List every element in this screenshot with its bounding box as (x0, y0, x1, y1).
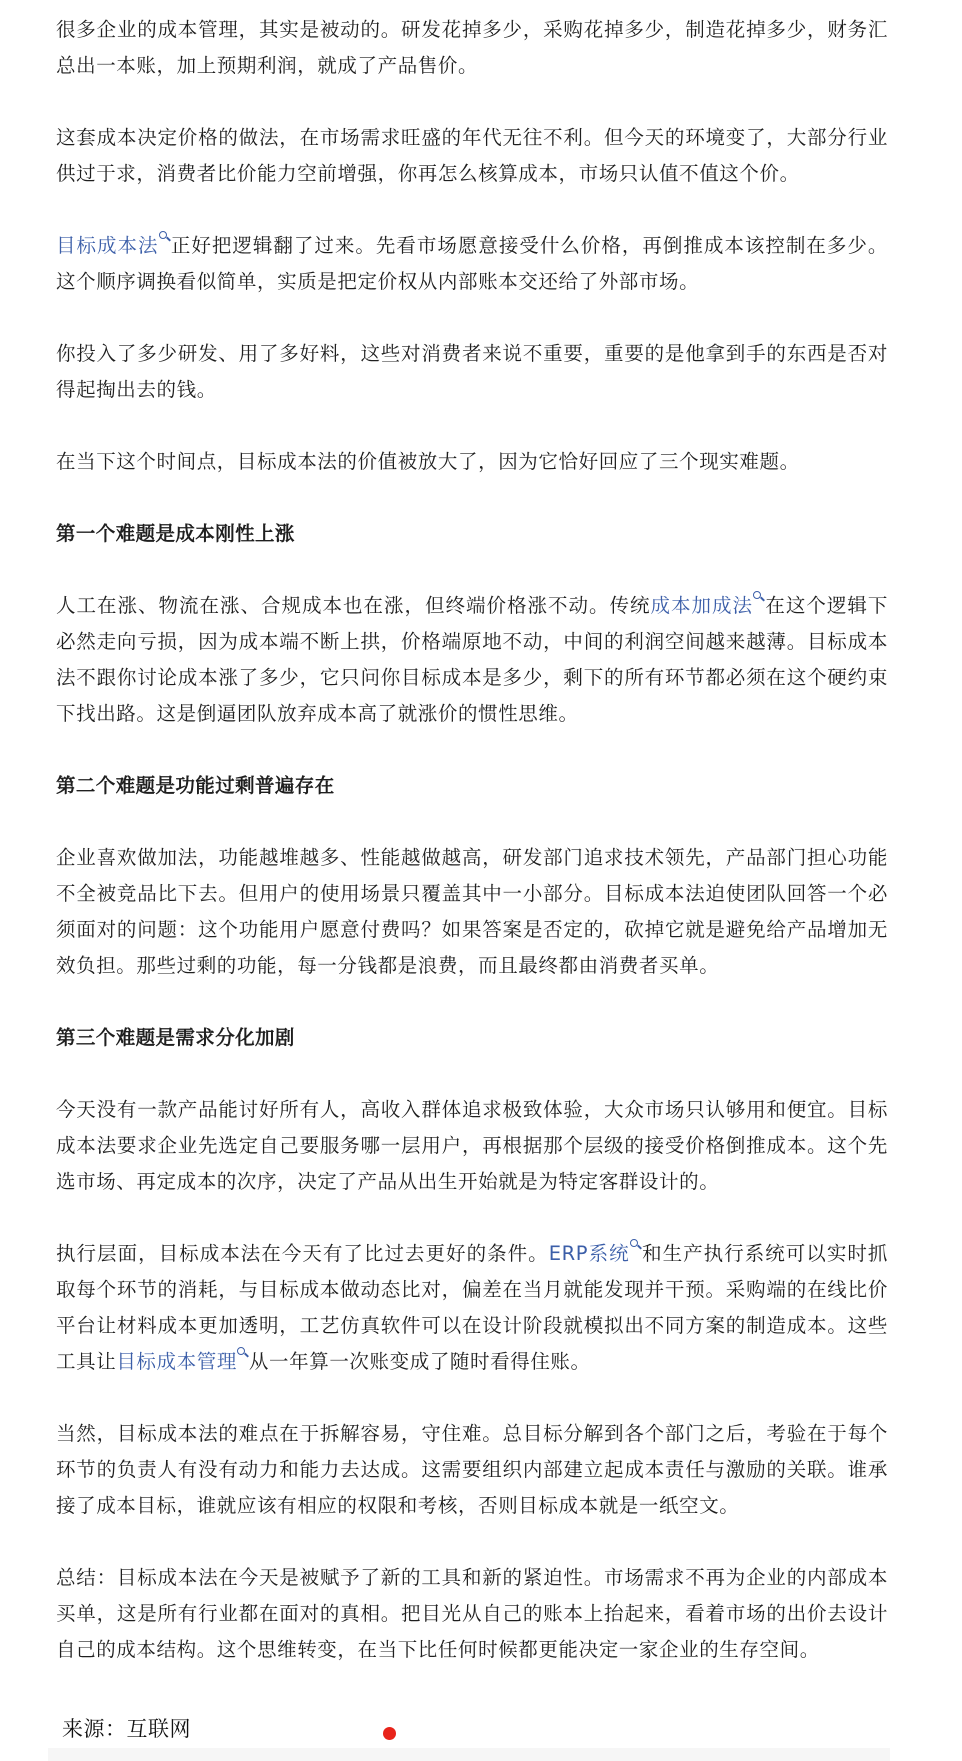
search-icon[interactable] (630, 1239, 641, 1251)
paragraph-problem-3: 今天没有一款产品能讨好所有人，高收入群体追求极致体验，大众市场只认够用和便宜。目标成本法要求企业先选定自己要服务哪一层用户，再根据那个层级的接受价格倒推成本。这个先选市场、再定成本的次序，决定了产品从出生开始就是为特定客群设计的。 (56, 1098, 888, 1193)
paragraph-text: 从一年算一次账变成了随时看得住账。 (248, 1350, 591, 1373)
search-icon[interactable] (753, 591, 764, 603)
paragraph-text: 人工在涨、物流在涨、合规成本也在涨，但终端价格涨不动。传统 (56, 594, 651, 617)
paragraph-text: 正好把逻辑翻了过来。先看市场愿意接受什么价格，再倒推成本该控制在多少。这个顺序调换看似简单，实质是把定价权从内部账本交还给了外部市场。 (56, 234, 888, 293)
heading-problem-2: 第二个难题是功能过剩普遍存在 (56, 774, 335, 797)
paragraph-consumer: 你投入了多少研发、用了多好料，这些对消费者来说不重要，重要的是他拿到手的东西是否对得起掏出去的钱。 (56, 342, 888, 401)
paragraph-text: 在这个逻辑下必然走向亏损，因为成本端不断上拱，价格端原地不动，中间的利润空间越来越薄。目标成本法不跟你讨论成本涨了多少，它只问你目标成本是多少，剩下的所有环节都必须在这个硬约束下找出路。这是倒逼团队放弃成本高了就涨价的惯性思维。 (56, 594, 888, 725)
red-dot-icon (383, 1727, 396, 1740)
heading-problem-3: 第三个难题是需求分化加剧 (56, 1026, 295, 1049)
source-label: 来源：互联网 (62, 1717, 191, 1741)
paragraph-market: 这套成本决定价格的做法，在市场需求旺盛的年代无往不利。但今天的环境变了，大部分行业供过于求，消费者比价能力空前增强，你再怎么核算成本，市场只认值不值这个价。 (56, 126, 888, 185)
search-icon[interactable] (237, 1347, 248, 1359)
keyword-link-target-cost-management[interactable]: 目标成本管理 (116, 1350, 237, 1373)
search-icon[interactable] (159, 231, 170, 243)
paragraph-text: 执行层面，目标成本法在今天有了比过去更好的条件。 (56, 1242, 549, 1265)
paragraph-execution (56, 1236, 888, 1380)
heading-problem-1: 第一个难题是成本刚性上涨 (56, 522, 295, 545)
keyword-link-target-costing[interactable]: 目标成本法 (56, 234, 159, 257)
paragraph-intro: 很多企业的成本管理，其实是被动的。研发花掉多少，采购花掉多少，制造花掉多少，财务汇总出一本账，加上预期利润，就成了产品售价。 (56, 18, 888, 77)
paragraph-three-problems: 在当下这个时间点，目标成本法的价值被放大了，因为它恰好回应了三个现实难题。 (56, 450, 800, 473)
paragraph-text: 和生产执行系统可以实时抓取每个环节的消耗，与目标成本做动态比对，偏差在当月就能发现并干预。采购端的在线比价平台让材料成本更加透明，工艺仿真软件可以在设计阶段就模拟出不同方案的制造成本。这些工具让 (56, 1242, 888, 1373)
article-body (56, 12, 888, 1704)
paragraph-problem-1 (56, 588, 888, 732)
keyword-link-cost-plus[interactable]: 成本加成法 (650, 594, 753, 617)
paragraph-target-costing (56, 228, 888, 300)
bottom-band (48, 1748, 890, 1761)
paragraph-summary: 总结：目标成本法在今天是被赋予了新的工具和新的紧迫性。市场需求不再为企业的内部成本买单，这是所有行业都在面对的真相。把目光从自己的账本上抬起来，看着市场的出价去设计自己的成本结构。这个思维转变，在当下比任何时候都更能决定一家企业的生存空间。 (56, 1566, 888, 1661)
paragraph-problem-2: 企业喜欢做加法，功能越堆越多、性能越做越高，研发部门追求技术领先，产品部门担心功能不全被竞品比下去。但用户的使用场景只覆盖其中一小部分。目标成本法迫使团队回答一个必须面对的问题：这个功能用户愿意付费吗？如果答案是否定的，砍掉它就是避免给产品增加无效负担。那些过剩的功能，每一分钱都是浪费，而且最终都由消费者买单。 (56, 846, 888, 977)
keyword-link-erp[interactable]: ERP系统 (548, 1242, 630, 1265)
paragraph-difficulty: 当然，目标成本法的难点在于拆解容易，守住难。总目标分解到各个部门之后，考验在于每个环节的负责人有没有动力和能力去达成。这需要组织内部建立起成本责任与激励的关联。谁承接了成本目标，谁就应该有相应的权限和考核，否则目标成本就是一纸空文。 (56, 1422, 888, 1517)
